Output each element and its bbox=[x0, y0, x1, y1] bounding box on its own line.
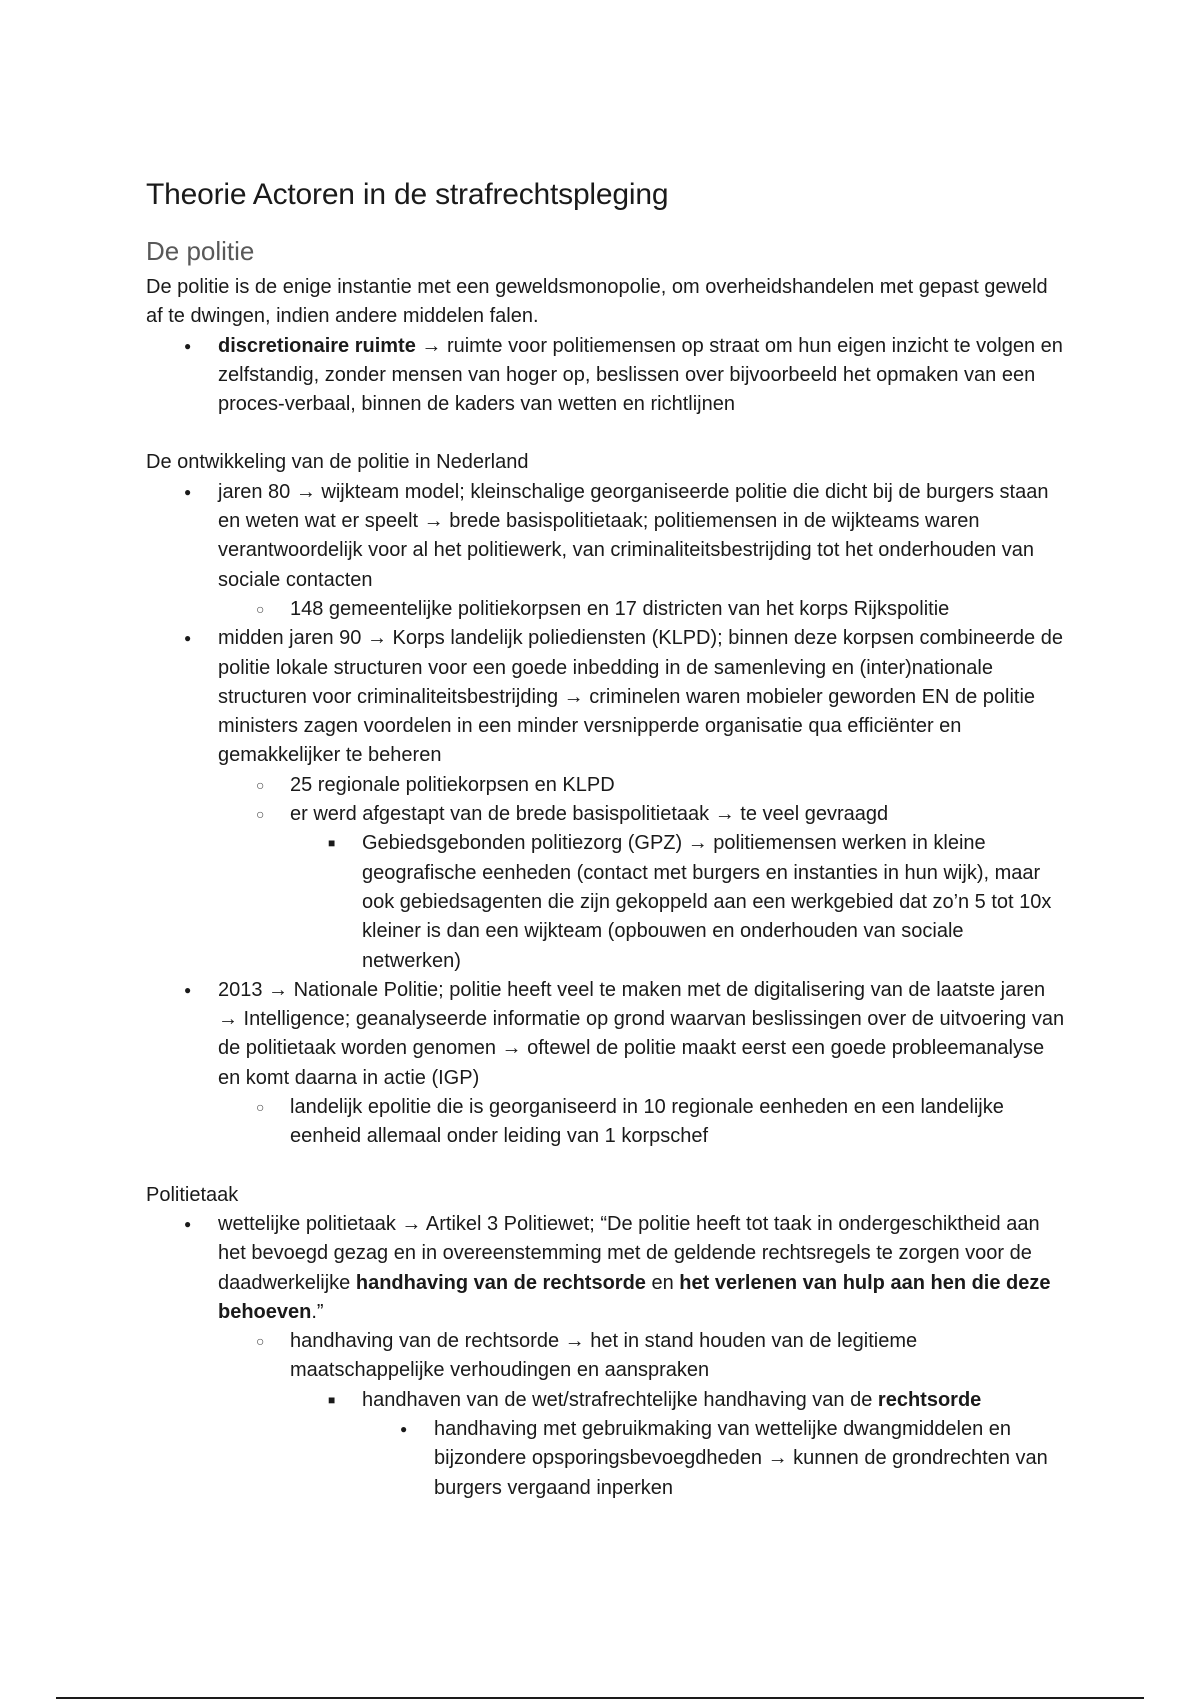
handhaving-rechtsorde-text: handhaving van de rechtsorde → het in stand houden van de legitieme maatschappelijke verhoudingen en aanspraken bbox=[290, 1330, 918, 1382]
heading-ontwikkeling: De ontwikkeling van de politie in Nederland bbox=[146, 451, 529, 474]
2013-sublist bbox=[218, 1093, 1066, 1152]
heading-de-politie: De politie bbox=[146, 236, 255, 266]
footer-rule bbox=[56, 1697, 1144, 1699]
document-title: Theorie Actoren in de strafrechtspleging bbox=[146, 178, 669, 211]
bold-hulp: het verlenen van hulp aan hen die deze behoeven bbox=[218, 1271, 1051, 1323]
handhaven-wet-text: handhaven van de wet/strafrechtelijke handhaving van de bbox=[362, 1388, 878, 1411]
politie-list bbox=[146, 332, 1066, 420]
list-item-afgestapt bbox=[218, 800, 1066, 976]
bold-handhaving: handhaving van de rechtsorde bbox=[355, 1271, 646, 1294]
list-item-jaren-90 bbox=[146, 624, 1066, 976]
jaren-80-text: jaren 80 → wijkteam model; kleinschalige georganiseerde politie die dicht bij de burgers staan en weten wat er speelt → brede basispolitietaak; politiemensen in de wijkteams waren verantwoordelijk voor al het politiewerk, van criminaliteitsbestrijding tot het onderhouden van sociale contacten bbox=[218, 480, 1049, 591]
spacer bbox=[146, 1152, 1066, 1181]
list-item-handhaving-rechtsorde bbox=[218, 1327, 1066, 1503]
list-item-wettelijke-taak bbox=[146, 1210, 1066, 1503]
jaren-80-sublist bbox=[218, 595, 1066, 624]
list-item-148-korpsen: ○ 148 gemeentelijke politiekorpsen en 17 districten van het korps Rijkspolitie bbox=[218, 595, 1066, 624]
list-item-dwangmiddelen: ● handhaving met gebruikmaking van wettelijke dwangmiddelen en bijzondere opsporingsbevoegdheden → kunnen de grondrechten van burgers vergaand inperken bbox=[362, 1415, 1066, 1503]
document-page bbox=[146, 178, 1066, 1503]
text-en: en bbox=[645, 1271, 680, 1294]
wettelijke-taak-text: wettelijke politietaak → Artikel 3 Politiewet; “De politie heeft tot taak in ondergeschiktheid aan het bevoegd gezag en in overeenstemming met de geldende rechtsregels te zorgen voor de daadwerkelijke bbox=[218, 1212, 1040, 1294]
jaren-90-text: midden jaren 90 → Korps landelijk poliediensten (KLPD); binnen deze korpsen combineerde de politie lokale structuren voor een goede inbedding in de samenleving en (inter)nationale structuren voor criminaliteitsbestrijding → criminelen waren mobieler geworden EN de politie ministers zagen voordelen in een minder versnipperde organisatie qua efficiënter en gemakkelijker te beheren bbox=[218, 627, 1063, 767]
2013-text: 2013 → Nationale Politie; politie heeft veel te maken met de digitalisering van de laatste jaren → Intelligence; geanalyseerde informatie op grond waarvan beslissingen over de uitvoering van de politietaak worden genomen → oftewel de politie maakt eerst een goede probleemanalyse en komt daarna in actie (IGP) bbox=[218, 978, 1065, 1089]
jaren-90-sublist bbox=[218, 771, 1066, 976]
list-item-landelijk: ○ landelijk epolitie die is georganiseerd in 10 regionale eenheden en een landelijke eenheid allemaal onder leiding van 1 korpschef bbox=[218, 1093, 1066, 1152]
wettelijke-taak-sublist bbox=[218, 1327, 1066, 1503]
text-close-quote: .” bbox=[311, 1300, 324, 1323]
bold-rechtsorde: rechtsorde bbox=[877, 1388, 982, 1411]
list-item-gpz: ■ Gebiedsgebonden politiezorg (GPZ) → politiemensen werken in kleine geografische eenheden (contact met burgers en instanties in hun wijk), maar ook gebiedsagenten die zijn gekoppeld aan een werkgebied dat zo’n 5 tot 10x kleiner is dan een wijkteam (opbouwen en onderhouden van sociale netwerken) bbox=[290, 829, 1066, 975]
handhaven-sublist bbox=[290, 1386, 1066, 1503]
ontwikkeling-list bbox=[146, 478, 1066, 1152]
spacer bbox=[146, 419, 1066, 448]
list-item-discretionaire-ruimte bbox=[146, 332, 1066, 420]
politietaak-list bbox=[146, 1210, 1066, 1503]
politie-intro: De politie is de enige instantie met een geweldsmonopolie, om overheidshandelen met gepast geweld af te dwingen, indien andere middelen falen. bbox=[146, 276, 1048, 328]
discretionaire-ruimte-text: → ruimte voor politiemensen op straat om hun eigen inzicht te volgen en zelfstandig, zonder mensen van hoger op, beslissen over bijvoorbeeld het opmaken van een proces-verbaal, binnen de kaders van wetten en richtlijnen bbox=[218, 334, 1063, 416]
list-item-25-korpsen: ○ 25 regionale politiekorpsen en KLPD bbox=[218, 771, 1066, 800]
heading-politietaak: Politietaak bbox=[146, 1183, 239, 1206]
list-item-jaren-80 bbox=[146, 478, 1066, 624]
gpz-sublist bbox=[290, 829, 1066, 975]
list-item-2013 bbox=[146, 976, 1066, 1152]
term-discretionaire-ruimte: discretionaire ruimte bbox=[218, 334, 416, 357]
list-item-handhaven-wet bbox=[290, 1386, 1066, 1503]
dwangmiddelen-sublist bbox=[362, 1415, 1066, 1503]
afgestapt-text: er werd afgestapt van de brede basispolitietaak → te veel gevraagd bbox=[290, 803, 889, 826]
